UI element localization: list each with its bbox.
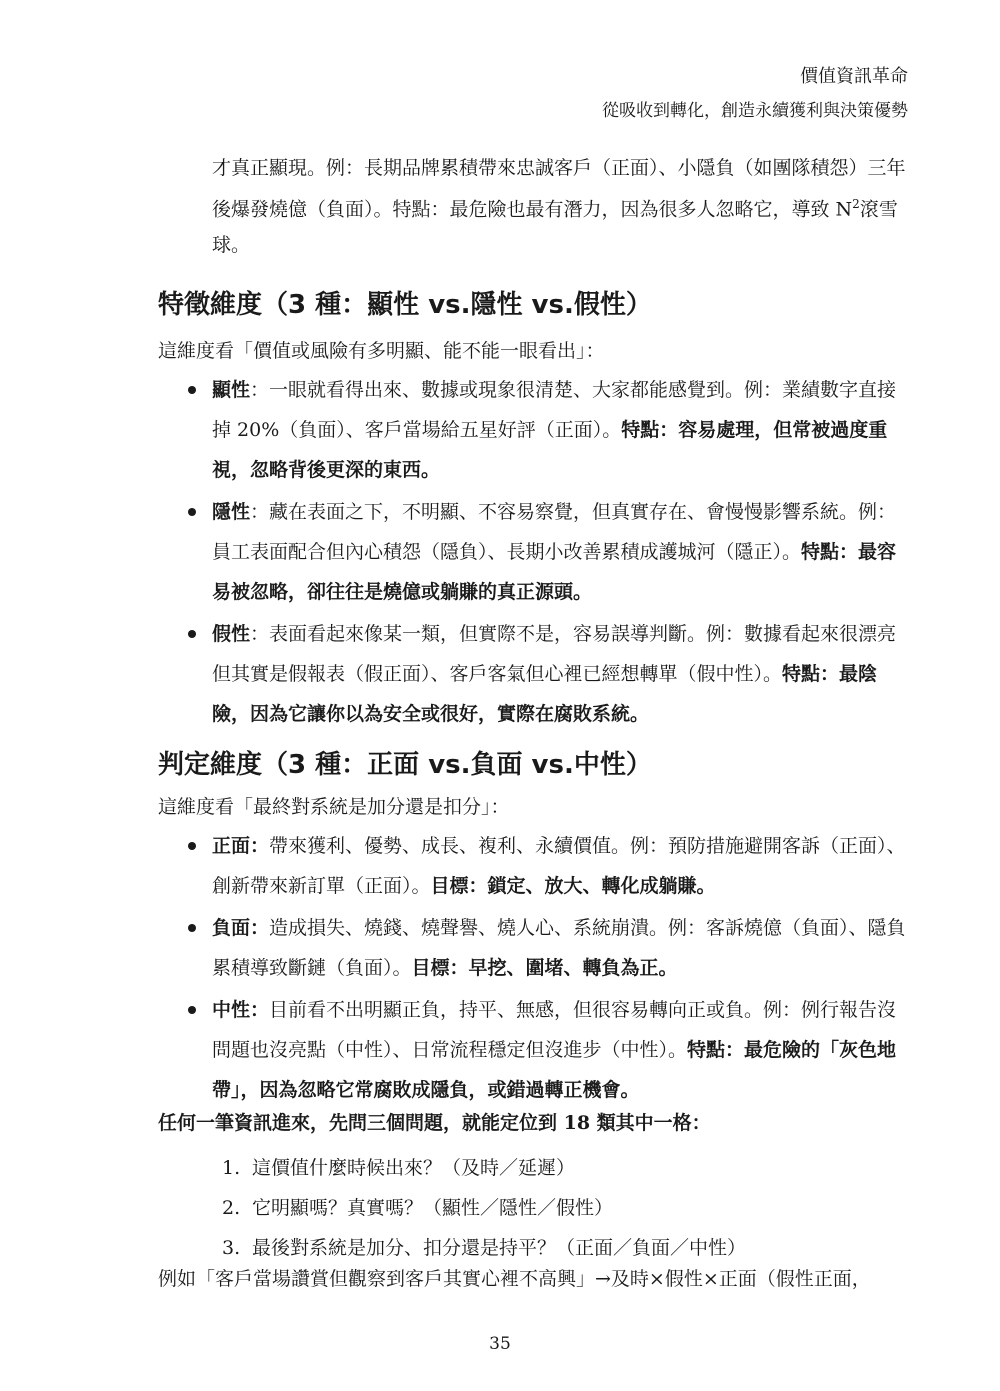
item-emphasis: 特點：容易處理，但常被過度重視，忽略背後更深的東西。 bbox=[212, 419, 888, 481]
section-heading-judgment: 判定維度（3 種：正面 vs.負面 vs.中性） bbox=[158, 750, 652, 780]
term: 正面： bbox=[212, 835, 270, 857]
page-number: 35 bbox=[489, 1334, 511, 1354]
questions-list bbox=[222, 1148, 746, 1268]
bullet-icon bbox=[188, 924, 196, 932]
book-title: 價值資訊革命 bbox=[800, 66, 908, 87]
term: 假性 bbox=[212, 623, 251, 645]
item-text: 目前看不出明顯正負，持平、無感，但很容易轉向正或負。例：例行報告沒問題也沒亮點（中性）、日常流程穩定但沒進步（中性）。 bbox=[212, 999, 897, 1061]
term: 顯性 bbox=[212, 379, 251, 401]
bullet-icon bbox=[188, 386, 196, 394]
list-item bbox=[158, 908, 912, 988]
list-item bbox=[158, 492, 912, 612]
continuation-text-end: 滾雪球。 bbox=[212, 198, 898, 257]
feature-list bbox=[158, 370, 912, 736]
item-emphasis: 目標：鎖定、放大、轉化成躺賺。 bbox=[430, 875, 716, 897]
section-intro-feature: 這維度看「價值或風險有多明顯、能不能一眼看出」： bbox=[158, 340, 605, 362]
item-text: ：藏在表面之下，不明顯、不容易察覺，但真實存在、會慢慢影響系統。例：員工表面配合但內心積怨（隱負）、長期小改善累積成護城河（隱正）。 bbox=[212, 501, 897, 563]
section-heading-feature: 特徵維度（3 種：顯性 vs.隱性 vs.假性） bbox=[158, 290, 652, 320]
item-text: 最後對系統是加分、扣分還是持平？（正面／負面／中性） bbox=[252, 1237, 747, 1259]
item-text: 造成損失、燒錢、燒聲譽、燒人心、系統崩潰。例：客訴燒億（負面）、隱負累積導致斷鏈（負面）。 bbox=[212, 917, 906, 979]
list-item bbox=[158, 990, 912, 1110]
list-item bbox=[158, 370, 912, 490]
list-item bbox=[222, 1148, 746, 1188]
superscript: 2 bbox=[852, 197, 860, 211]
questions-lead: 任何一筆資訊進來，先問三個問題，就能定位到 18 類其中一格： bbox=[158, 1112, 711, 1134]
judgment-list bbox=[158, 826, 912, 1112]
list-item bbox=[158, 614, 912, 734]
bullet-icon bbox=[188, 1006, 196, 1014]
term: 負面： bbox=[212, 917, 270, 939]
item-number: 2. bbox=[222, 1197, 241, 1219]
book-subtitle: 從吸收到轉化，創造永續獲利與決策優勢 bbox=[602, 101, 908, 121]
item-emphasis: 特點：最陰險，因為它讓你以為安全或很好，實際在腐敗系統。 bbox=[212, 663, 878, 725]
bullet-icon bbox=[188, 630, 196, 638]
list-item bbox=[222, 1228, 746, 1268]
item-text: ：表面看起來像某一類，但實際不是，容易誤導判斷。例：數據看起來很漂亮但其實是假報表（假正面）、客戶客氣但心裡已經想轉單（假中性）。 bbox=[212, 623, 897, 685]
item-text: 帶來獲利、優勢、成長、複利、永續價值。例：預防措施避開客訴（正面）、創新帶來新訂單（正面）。 bbox=[212, 835, 906, 897]
item-text: 它明顯嗎？真實嗎？（顯性／隱性／假性） bbox=[252, 1197, 614, 1219]
item-emphasis: 特點：最容易被忽略，卻往往是燒億或躺賺的真正源頭。 bbox=[212, 541, 897, 603]
term: 中性： bbox=[212, 999, 270, 1021]
list-item bbox=[222, 1188, 746, 1228]
bullet-icon bbox=[188, 842, 196, 850]
running-header bbox=[602, 66, 908, 122]
section-intro-judgment: 這維度看「最終對系統是加分還是扣分」： bbox=[158, 796, 510, 818]
list-item bbox=[158, 826, 912, 906]
item-emphasis: 目標：早挖、圍堵、轉負為正。 bbox=[411, 957, 678, 979]
continuation-paragraph bbox=[212, 150, 912, 263]
continuation-text: 才真正顯現。例：長期品牌累積帶來忠誠客戶（正面）、小隱負（如團隊積怨）三年後爆發燒億（負面）。特點：最危險也最有潛力，因為很多人忽略它，導致 N bbox=[212, 157, 906, 221]
term: 隱性 bbox=[212, 501, 251, 523]
example-paragraph: 例如「客戶當場讚賞但觀察到客戶其實心裡不高興」→及時×假性×正面（假性正面， bbox=[158, 1268, 871, 1290]
bullet-icon bbox=[188, 508, 196, 516]
item-text: ：一眼就看得出來、數據或現象很清楚、大家都能感覺到。例：業績數字直接掉 20%（負面）、客戶當場給五星好評（正面）。 bbox=[212, 379, 897, 441]
item-emphasis: 特點：最危險的「灰色地帶」，因為忽略它常腐敗成隱負，或錯過轉正機會。 bbox=[212, 1039, 897, 1101]
item-number: 3. bbox=[222, 1237, 241, 1259]
item-text: 這價值什麼時候出來？（及時／延遲） bbox=[252, 1157, 576, 1179]
item-number: 1. bbox=[222, 1157, 241, 1179]
